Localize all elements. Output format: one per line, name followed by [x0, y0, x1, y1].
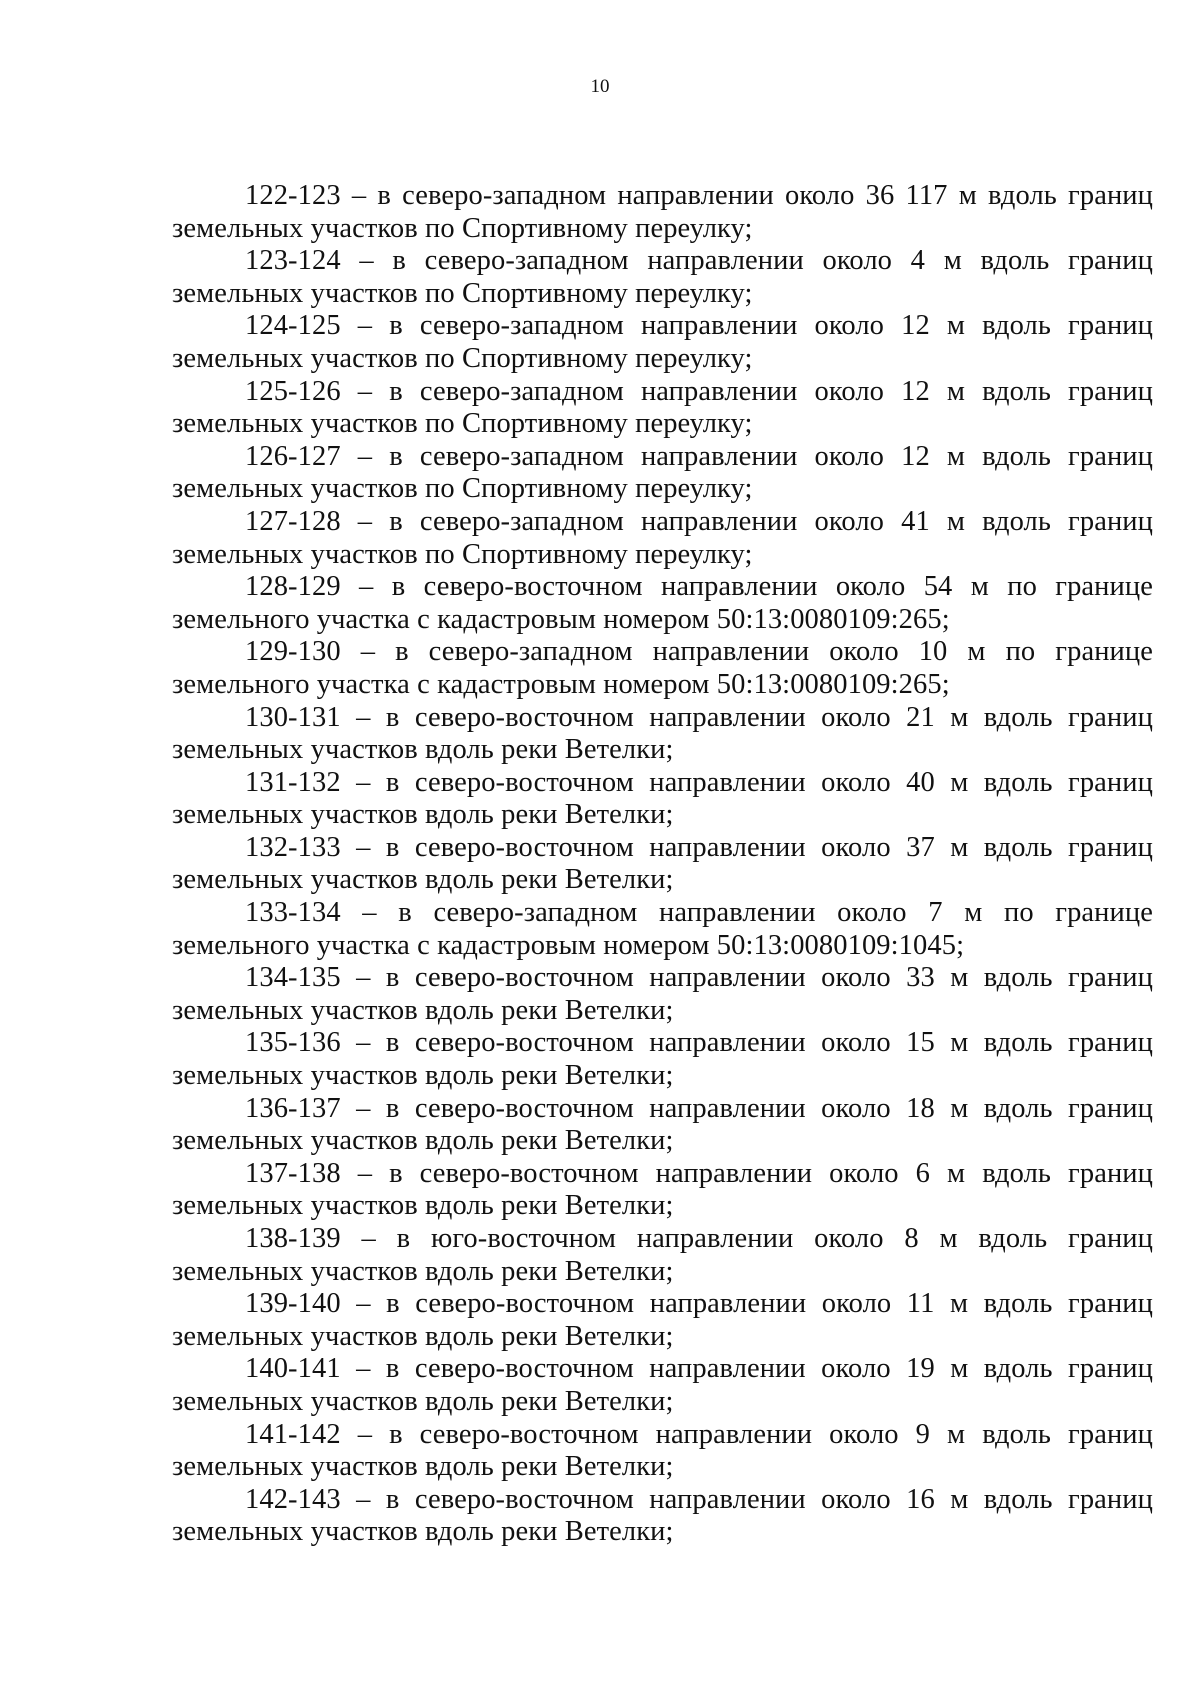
boundary-segment: 123-124 – в северо-западном направлении около 4 м вдоль границ земельных участков по Спортивному переулку; — [172, 245, 1153, 309]
boundary-segment: 131-132 – в северо-восточном направлении около 40 м вдоль границ земельных участков вдоль реки Ветелки; — [172, 766, 1153, 831]
boundary-segment: 136-137 – в северо-восточном направлении около 18 м вдоль границ земельных участков вдоль реки Ветелки; — [172, 1092, 1153, 1157]
boundary-segment: 135-136 – в северо-восточном направлении около 15 м вдоль границ земельных участков вдоль реки Ветелки; — [172, 1027, 1153, 1092]
boundary-segment: 130-131 – в северо-восточном направлении около 21 м вдоль границ земельных участков вдоль реки Ветелки; — [172, 701, 1153, 766]
boundary-description — [172, 180, 1153, 1549]
boundary-segment: 122-123 – в северо-западном направлении около 36 117 м вдоль границ земельных участков по Спортивному переулку; — [172, 180, 1153, 244]
boundary-segment: 139-140 – в северо-восточном направлении около 11 м вдоль границ земельных участков вдоль реки Ветелки; — [172, 1288, 1153, 1352]
page-number: 10 — [590, 76, 610, 97]
boundary-segment: 127-128 – в северо-западном направлении около 41 м вдоль границ земельных участков по Спортивному переулку; — [172, 505, 1153, 570]
boundary-segment: 124-125 – в северо-западном направлении около 12 м вдоль границ земельных участков по Спортивному переулку; — [172, 310, 1153, 374]
boundary-segment: 125-126 – в северо-западном направлении около 12 м вдоль границ земельных участков по Спортивному переулку; — [172, 375, 1153, 440]
boundary-segment: 133-134 – в северо-западном направлении около 7 м по границе земельного участка с кадастровым номером 50:13:0080109:1045; — [172, 897, 1153, 961]
boundary-segment: 138-139 – в юго-восточном направлении около 8 м вдоль границ земельных участков вдоль реки Ветелки; — [172, 1223, 1153, 1287]
boundary-segment: 137-138 – в северо-восточном направлении около 6 м вдоль границ земельных участков вдоль реки Ветелки; — [172, 1157, 1153, 1222]
boundary-segment: 141-142 – в северо-восточном направлении около 9 м вдоль границ земельных участков вдоль реки Ветелки; — [172, 1418, 1153, 1483]
boundary-segment: 142-143 – в северо-восточном направлении около 16 м вдоль границ земельных участков вдоль реки Ветелки; — [172, 1483, 1153, 1548]
boundary-segment: 132-133 – в северо-восточном направлении около 37 м вдоль границ земельных участков вдоль реки Ветелки; — [172, 831, 1153, 896]
boundary-segment: 126-127 – в северо-западном направлении около 12 м вдоль границ земельных участков по Спортивному переулку; — [172, 440, 1153, 505]
boundary-segment: 134-135 – в северо-восточном направлении около 33 м вдоль границ земельных участков вдоль реки Ветелки; — [172, 962, 1153, 1026]
boundary-segment: 129-130 – в северо-западном направлении около 10 м по границе земельного участка с кадастровым номером 50:13:0080109:265; — [172, 636, 1153, 700]
boundary-segment: 128-129 – в северо-восточном направлении около 54 м по границе земельного участка с кадастровым номером 50:13:0080109:265; — [172, 571, 1153, 635]
boundary-segment: 140-141 – в северо-восточном направлении около 19 м вдоль границ земельных участков вдоль реки Ветелки; — [172, 1353, 1153, 1417]
